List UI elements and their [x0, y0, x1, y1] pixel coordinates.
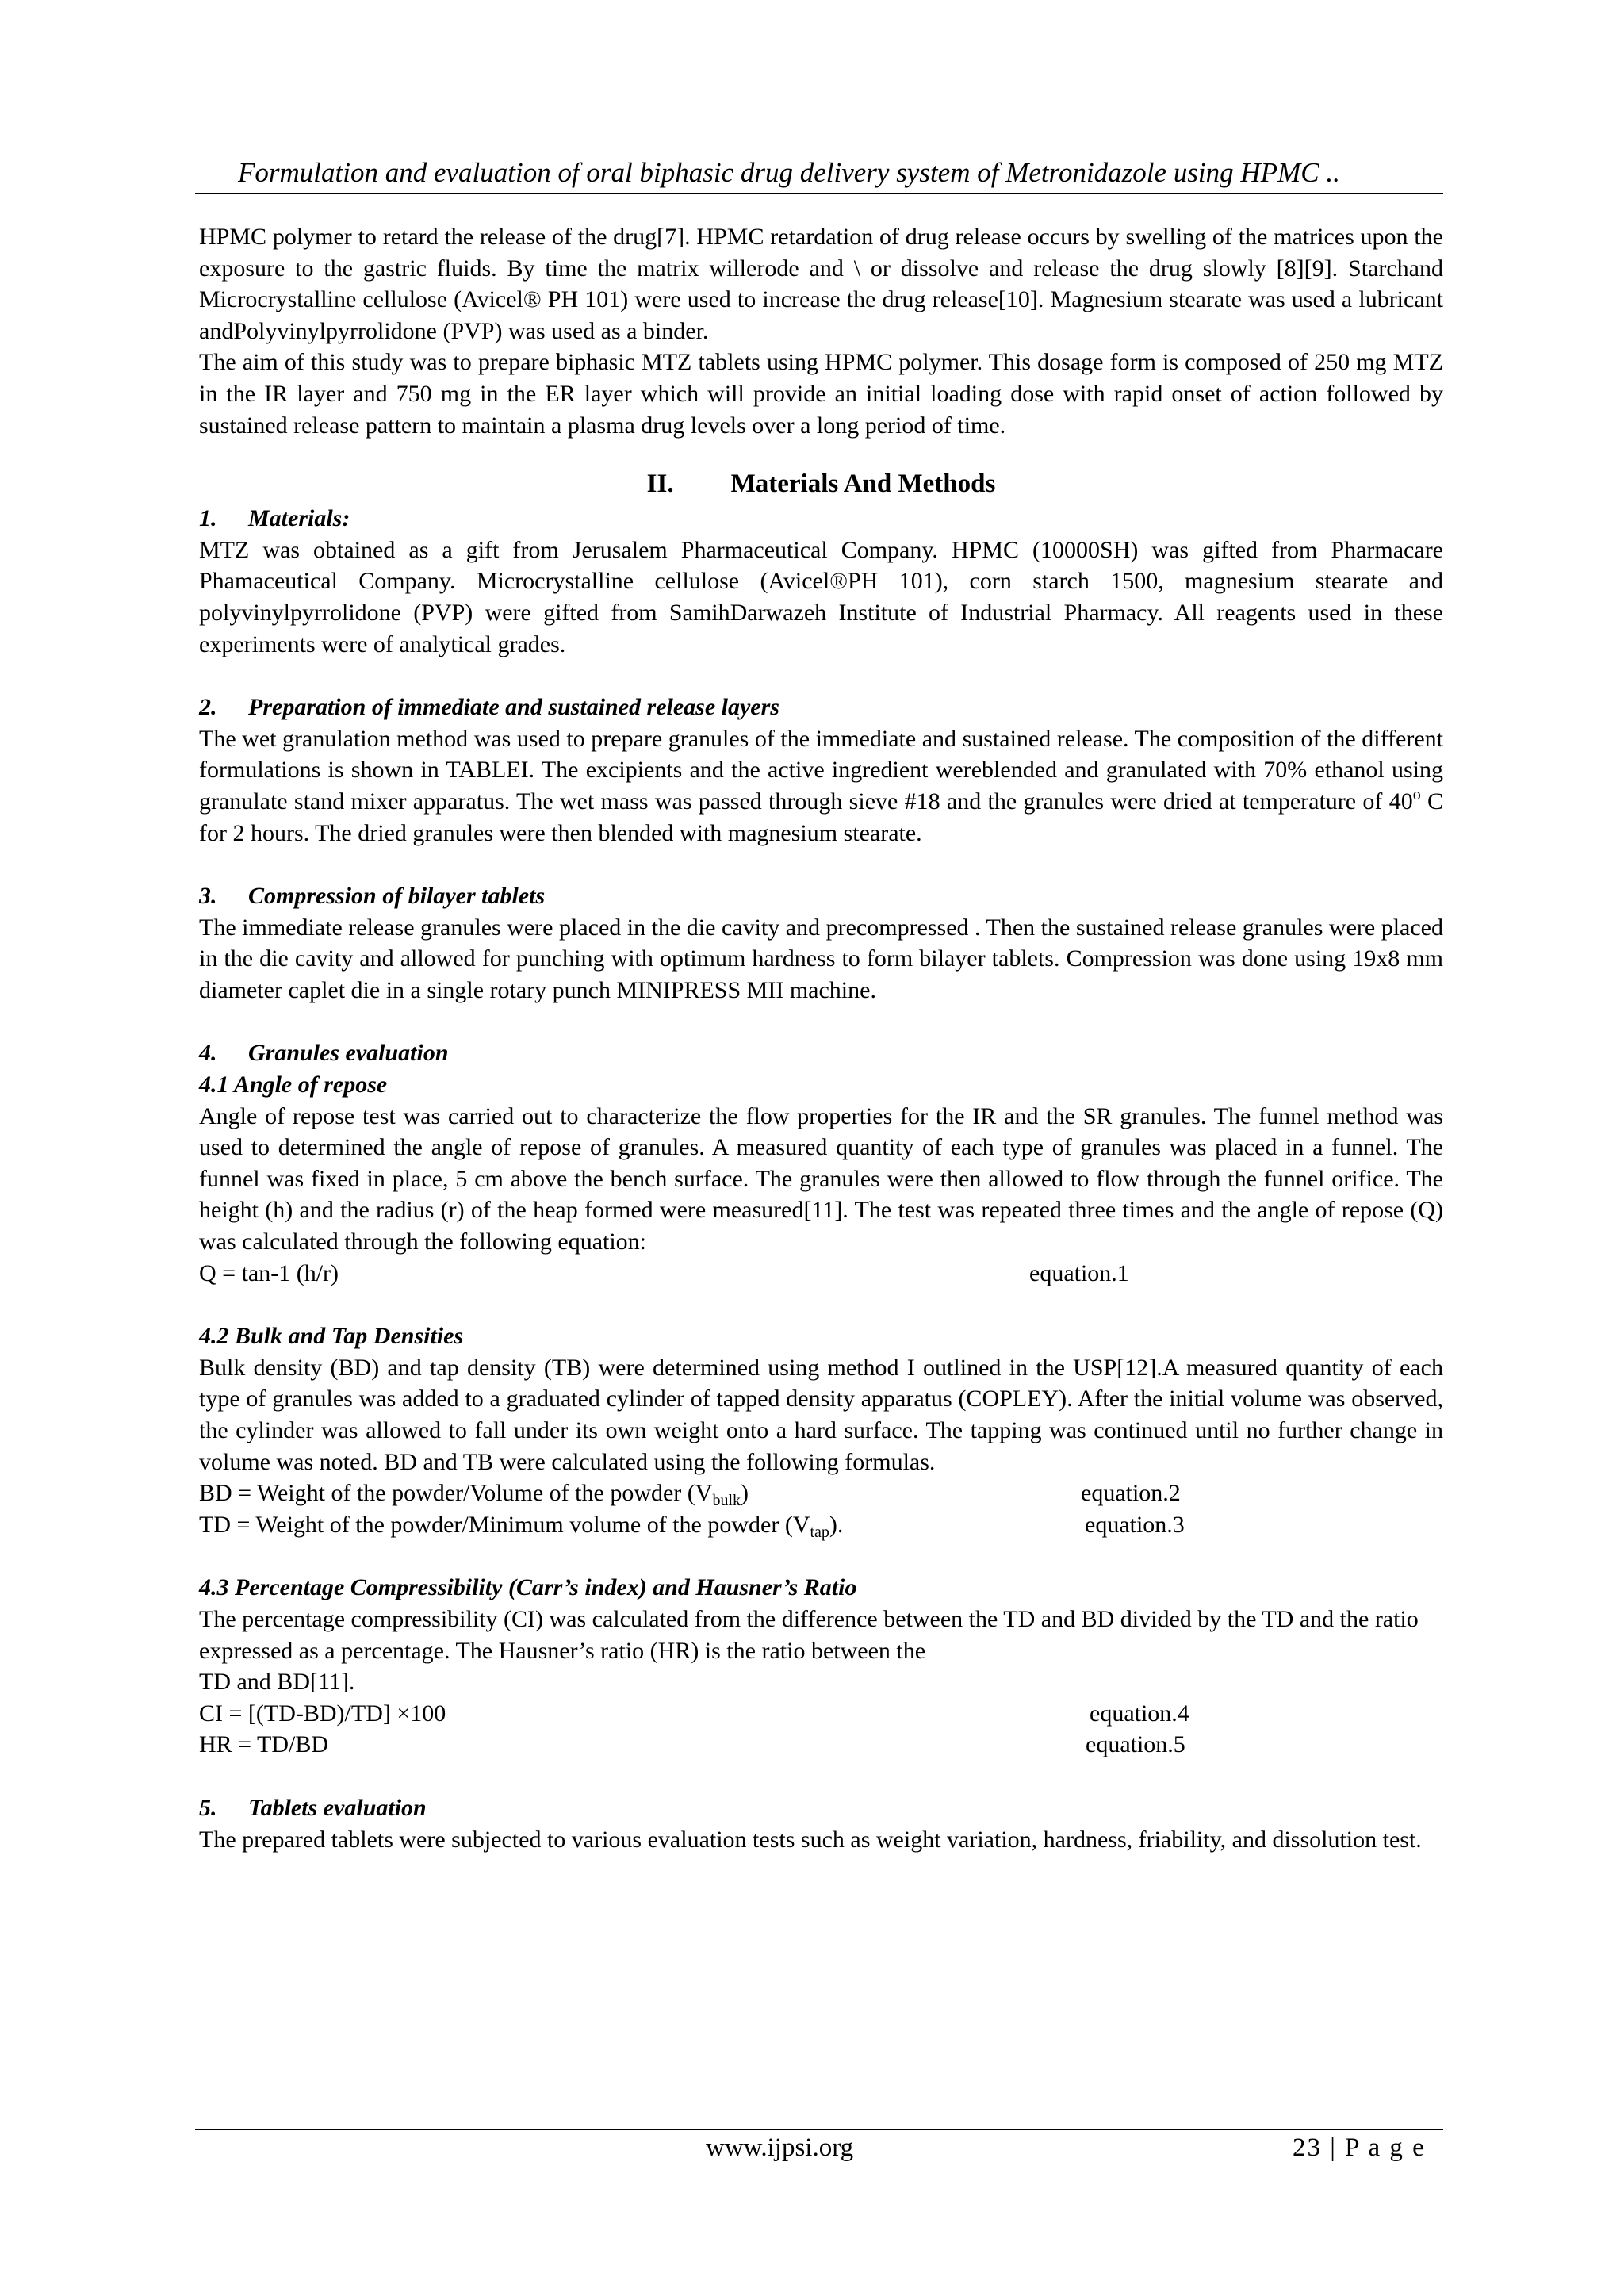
- footer-url[interactable]: www.ijpsi.org: [706, 2133, 854, 2162]
- running-header-title: Formulation and evaluation of oral biphasic drug delivery system of Metronidazole using HPMC ..: [238, 157, 1340, 188]
- subsection-title: Granules evaluation: [248, 1040, 449, 1067]
- subsection-heading-tablets: [199, 1792, 1443, 1824]
- bulk-paragraph: Bulk density (BD) and tap density (TB) were determined using method I outlined in the USP[12].A measured quantity of each type of granules was added to a graduated cylinder of tapped density apparatus (COPLEY). After the initial volume was observed, the cylinder was allowed to fall under its own weight onto a hard surface. The tapping was continued until no further change in volume was noted. BD and TB were calculated using the following formulas.: [199, 1354, 1443, 1475]
- carr-paragraph: The percentage compressibility (CI) was calculated from the difference between the TD and BD divided by the TD and the ratio expressed as a percentage. The Hausner’s ratio (HR) is the ratio between the: [199, 1605, 1419, 1664]
- equation-5: [199, 1729, 1443, 1761]
- equation-2-label: equation.2: [1081, 1480, 1181, 1507]
- section-heading: [199, 465, 1443, 503]
- equation-4-label: equation.4: [1090, 1700, 1189, 1727]
- page-body: [199, 221, 1443, 1855]
- section-number: II.: [646, 470, 674, 499]
- equation-5-formula: HR = TD/BD: [199, 1731, 329, 1758]
- subsection-title: Tablets evaluation: [248, 1794, 427, 1821]
- subsection-number: 3.: [199, 883, 217, 910]
- subsubsection-heading-bulk: 4.2 Bulk and Tap Densities: [199, 1323, 464, 1350]
- tablets-paragraph: The prepared tablets were subjected to various evaluation tests such as weight variation, hardness, friability, and dissolution test.: [199, 1826, 1422, 1853]
- equation-2-suffix: ): [741, 1480, 749, 1507]
- preparation-text-before: The wet granulation method was used to prepare granules of the immediate and sustained release. The composition of the different formulations is shown in TABLEI. The excipients and the active ingredient wereblended and granulated with 70% ethanol using granulate stand mixer apparatus. The wet mass was passed through sieve #18 and the granules were dried at temperature of 40: [199, 725, 1443, 815]
- subsection-number: 2.: [199, 694, 217, 721]
- equation-4-formula: CI = [(TD-BD)/TD] ×100: [199, 1700, 446, 1727]
- carr-paragraph-line2: TD and BD[11].: [199, 1669, 355, 1696]
- preparation-paragraph: [199, 723, 1443, 849]
- compression-paragraph: The immediate release granules were placed in the die cavity and precompressed . Then the sustained release granules were placed in the die cavity and allowed for punching with optimum hardness to form bilayer tablets. Compression was done using 19x8 mm diameter caplet die in a single rotary punch MINIPRESS MII machine.: [199, 914, 1443, 1003]
- subsection-title: Preparation of immediate and sustained release layers: [248, 694, 779, 721]
- equation-2-formula: [199, 1478, 749, 1509]
- preparation-text-after: C for 2 hours. The dried granules were then blended with magnesium stearate.: [199, 788, 1444, 846]
- subsection-heading-preparation: [199, 692, 1443, 723]
- equation-3-label: equation.3: [1085, 1511, 1185, 1538]
- equation-3-formula: [199, 1509, 843, 1541]
- intro-paragraph-1: HPMC polymer to retard the release of the drug[7]. HPMC retardation of drug release occurs by swelling of the matrices upon the exposure to the gastric fluids. By time the matrix willerode and \ or dissolve and release the drug slowly [8][9]. Starchand Microcrystalline cellulose (Avicel® PH 101) were used to increase the drug release[10]. Magnesium stearate was used a lubricant andPolyvinylpyrrolidone (PVP) was used as a binder.: [199, 224, 1443, 344]
- degree-superscript: o: [1412, 785, 1421, 803]
- subsection-heading-granules: [199, 1037, 1443, 1069]
- subsection-heading-compression: [199, 880, 1443, 912]
- subsection-title: Compression of bilayer tablets: [248, 883, 546, 910]
- subsubsection-heading-angle: 4.1 Angle of repose: [199, 1071, 388, 1098]
- equation-1: [199, 1258, 1443, 1290]
- equation-4: [199, 1698, 1443, 1730]
- angle-paragraph: Angle of repose test was carried out to characterize the flow properties for the IR and the SR granules. The funnel method was used to determined the angle of repose of granules. A measured quantity of each type of granules was placed in a funnel. The funnel was fixed in place, 5 cm above the bench surface. The granules were then allowed to flow through the funnel orifice. The height (h) and the radius (r) of the heap formed were measured[11]. The test was repeated three times and the angle of repose (Q) was calculated through the following equation:: [199, 1102, 1443, 1255]
- subsubsection-heading-carr: 4.3 Percentage Compressibility (Carr’s index) and Hausner’s Ratio: [199, 1574, 857, 1601]
- equation-2-prefix: BD = Weight of the powder/Volume of the powder (V: [199, 1480, 713, 1507]
- subsection-heading-materials: [199, 503, 1443, 535]
- section-title: Materials And Methods: [730, 470, 996, 499]
- footer-page-number: 23 | P a g e: [1293, 2133, 1426, 2162]
- subsection-number: 4.: [199, 1040, 217, 1067]
- equation-3: [199, 1509, 1443, 1541]
- equation-2-subscript: bulk: [712, 1492, 741, 1510]
- equation-3-suffix: ).: [829, 1511, 844, 1538]
- header-rule: [195, 193, 1443, 194]
- intro-paragraph-2: The aim of this study was to prepare biphasic MTZ tablets using HPMC polymer. This dosage form is composed of 250 mg MTZ in the IR layer and 750 mg in the ER layer which will provide an initial loading dose with rapid onset of action followed by sustained release pattern to maintain a plasma drug levels over a long period of time.: [199, 349, 1443, 439]
- materials-paragraph: MTZ was obtained as a gift from Jerusalem Pharmaceutical Company. HPMC (10000SH) was gifted from Pharmacare Phamaceutical Company. Microcrystalline cellulose (Avicel®PH 101), corn starch 1500, magnesium stearate and polyvinylpyrrolidone (PVP) were gifted from SamihDarwazeh Institute of Industrial Pharmacy. All reagents used in these experiments were of analytical grades.: [199, 536, 1443, 657]
- equation-3-prefix: TD = Weight of the powder/Minimum volume of the powder (V: [199, 1511, 810, 1538]
- equation-5-label: equation.5: [1086, 1731, 1185, 1758]
- subsection-number: 1.: [199, 505, 217, 532]
- equation-2: [199, 1478, 1443, 1509]
- equation-1-formula: Q = tan-1 (h/r): [199, 1259, 339, 1286]
- subsection-title: Materials:: [248, 505, 350, 532]
- subsection-number: 5.: [199, 1794, 217, 1821]
- equation-3-subscript: tap: [810, 1523, 829, 1541]
- equation-1-label: equation.1: [1029, 1259, 1129, 1286]
